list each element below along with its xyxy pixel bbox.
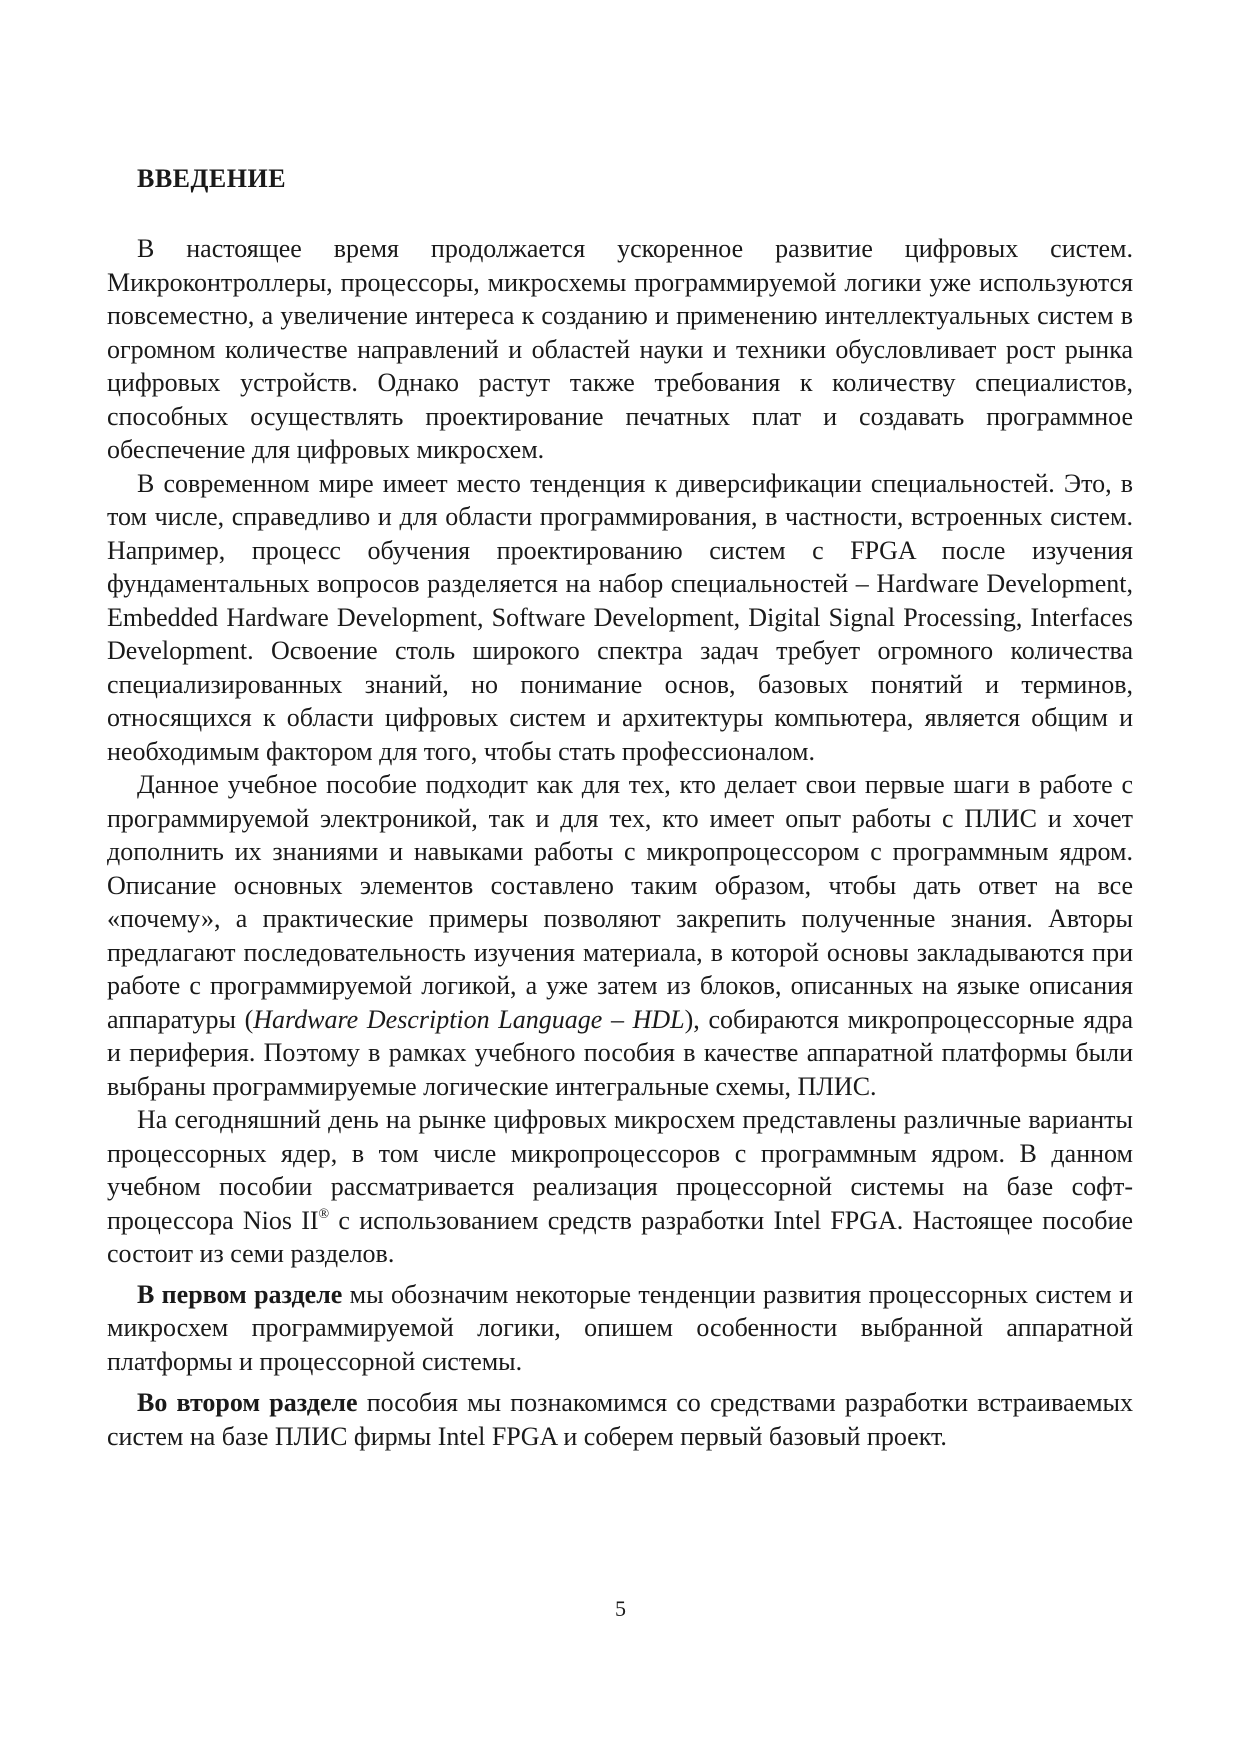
paragraph-text-part: мы обозначим некоторые тенденции развития процессорных систем и микросхем программируемой логики, опишем особенности выбранной аппаратной платформы и процессорной системы. <box>107 1279 1133 1376</box>
section-two-label: Во втором разделе <box>137 1388 358 1417</box>
paragraph-text-part: Данное учебное пособие подходит как для тех, кто делает свои первые шаги в работе с программируемой электроникой, так и для тех, кто имеет опыт работы с ПЛИС и хочет дополнить их знаниями и навыками работы с микропроцессором с программным ядром. Описание основных элементов составлено таким образом, чтобы дать ответ на все «почему», а практические примеры позволяют закрепить полученные знания. Авторы предлагают последовательность изучения материала, в которой основы закладываются при работе с программируемой логикой, а уже затем из блоков, описанных на языке описания аппаратуры ( <box>107 770 1133 1034</box>
page-title: ВВЕДЕНИЕ <box>137 164 287 193</box>
paragraph-text-part: пособия мы познакомимся со средствами разработки встраиваемых систем на базе ПЛИС фирмы Intel FPGA и соберем первый базовый проект. <box>107 1388 1133 1451</box>
paragraph-text-part: с использованием средств разработки Intel FPGA. Настоящее пособие состоит из семи разделов. <box>107 1205 1133 1268</box>
paragraph-text-part: На сегодняшний день на рынке цифровых микросхем представлены различные варианты процессорных ядер, в том числе микропроцессоров с программным ядром. В данном учебном пособии рассматривается реализация процессорной системы на базе софт-процессора Nios II <box>107 1105 1133 1235</box>
paragraph-text-part: ), собираются микропроцессорные ядра и периферия. Поэтому в рамках учебного пособия в качестве аппаратной платформы были выбраны программируемые логические интегральные схемы, ПЛИС. <box>107 1004 1133 1101</box>
body-text <box>107 232 1133 1453</box>
paragraph-processor-cores <box>107 1103 1133 1271</box>
paragraph-diversification: В современном мире имеет место тенденция к диверсификации специальностей. Это, в том числе, справедливо и для области программирования, в частности, встроенных систем. Например, процесс обучения проектированию систем с FPGA после изучения фундаментальных вопросов разделяется на набор специальностей – Hardware Development, Embedded Hardware Development, Software Development, Digital Signal Processing, Interfaces Development. Освоение столь широкого спектра задач требует огромного количества специализированных знаний, но понимание основ, базовых понятий и терминов, относящихся к области цифровых систем и архитектуры компьютера, является общим и необходимым фактором для того, чтобы стать профессионалом. <box>107 468 1133 766</box>
paragraph-section-one <box>107 1278 1133 1379</box>
section-one-label: В первом разделе <box>137 1279 343 1309</box>
italic-term: Hardware Description Language – HDL <box>253 1004 685 1034</box>
page-number: 5 <box>615 1596 626 1621</box>
paragraph-section-two <box>107 1386 1133 1453</box>
page-content <box>107 163 1133 1453</box>
paragraph-textbook-purpose <box>107 768 1133 1103</box>
registered-mark: ® <box>318 1206 330 1222</box>
paragraph-intro: В настоящее время продолжается ускоренное развитие цифровых систем. Микроконтроллеры, процессоры, микросхемы программируемой логики уже используются повсеместно, а увеличение интереса к созданию и применению интеллектуальных систем в огромном количестве направлений и областей науки и техники обусловливает рост рынка цифровых устройств. Однако растут также требования к количеству специалистов, способных осуществлять проектирование печатных плат и создавать программное обеспечение для цифровых микросхем. <box>107 234 1133 464</box>
